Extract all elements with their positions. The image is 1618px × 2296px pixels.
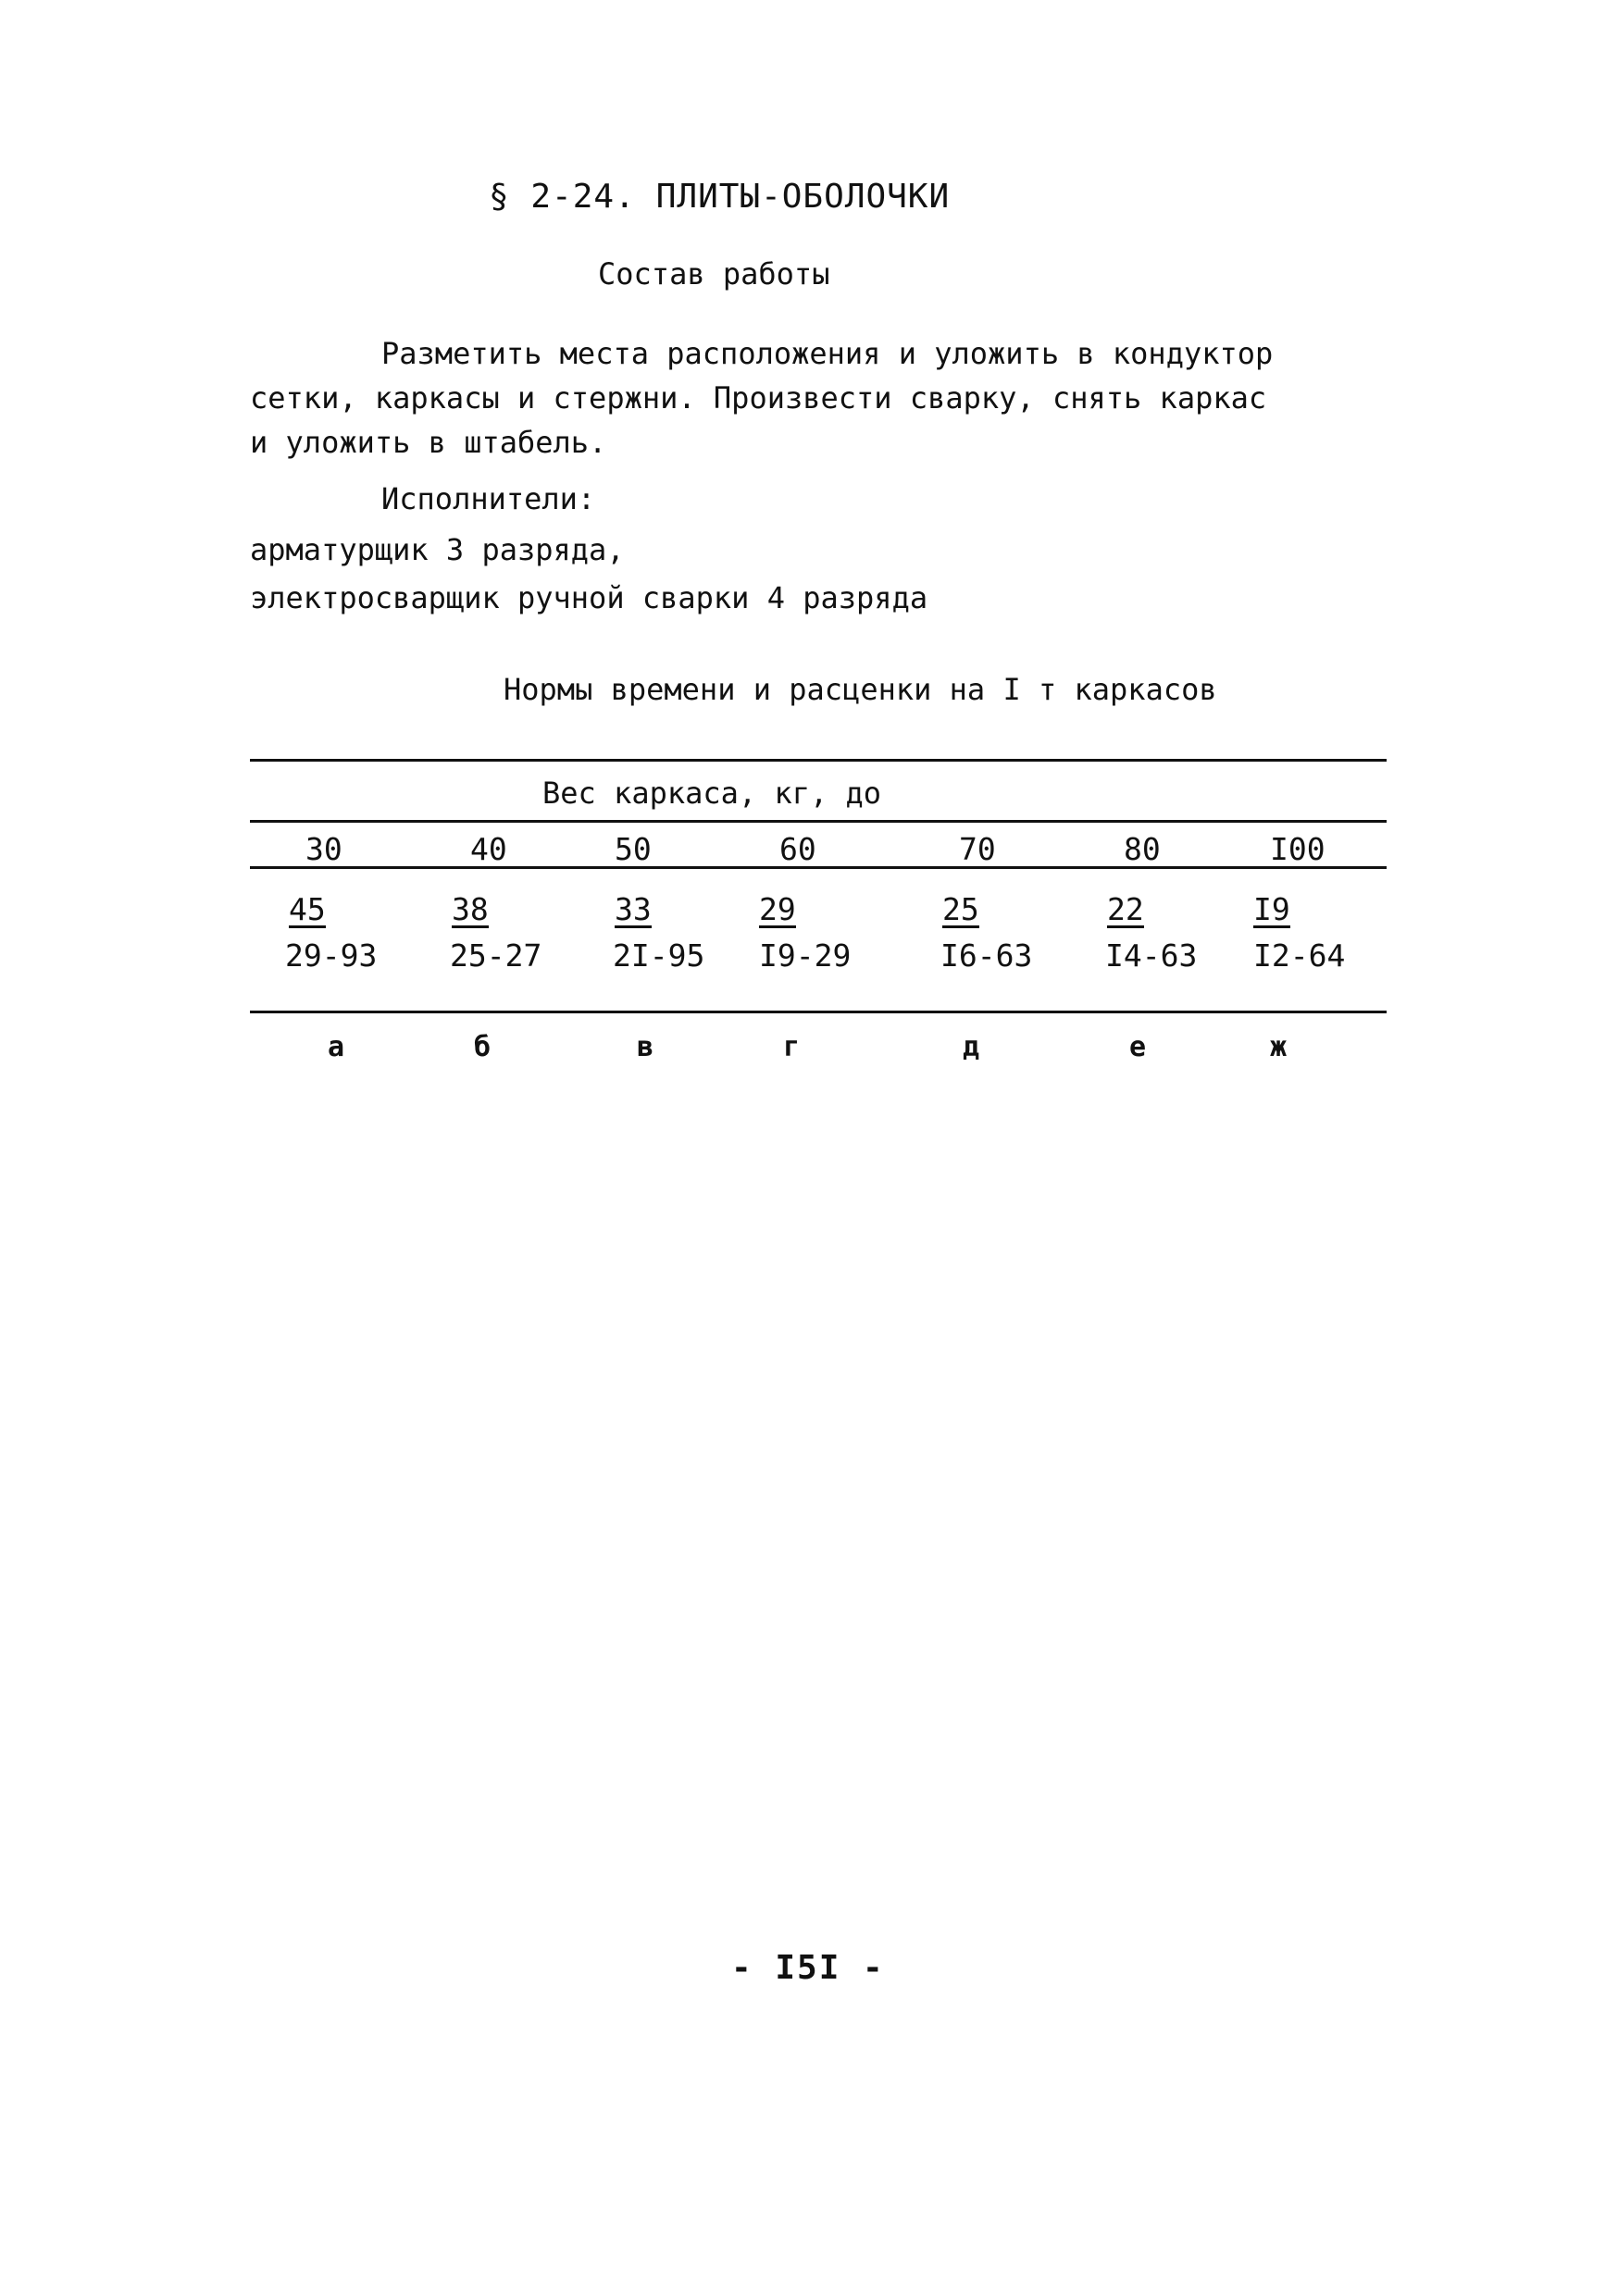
price-cell: I2-64 [1253, 937, 1346, 974]
work-composition-text [250, 331, 1398, 465]
column-letter: в [637, 1031, 654, 1063]
section-title [489, 178, 950, 216]
weights-bottom-rule [250, 866, 1387, 869]
executors-list [250, 526, 927, 622]
price-cell: 2I-95 [613, 937, 705, 974]
time-norm-cell: 33 [615, 891, 652, 927]
price-cell: 25-27 [450, 937, 542, 974]
time-norm-cell: 38 [452, 891, 489, 927]
section-name: ПЛИТЫ-ОБОЛОЧКИ [655, 178, 951, 216]
executor-item: электросварщик ручной сварки 4 разряда [250, 580, 928, 615]
time-norm-cell: 22 [1107, 891, 1144, 927]
time-norm-cell: I9 [1253, 891, 1290, 927]
time-norm-cell: 45 [289, 891, 326, 927]
weight-cell: 80 [1124, 831, 1161, 867]
data-bottom-rule [250, 1011, 1387, 1013]
price-cell: I6-63 [940, 937, 1033, 974]
weight-cell: 60 [779, 831, 816, 867]
column-letter: а [328, 1031, 345, 1063]
section-number: § 2-24. [489, 178, 636, 216]
column-group-header: Вес каркаса, кг, до [542, 776, 882, 811]
price-cell: 29-93 [285, 937, 378, 974]
table-caption: Нормы времени и расценки на I т каркасов [504, 672, 1217, 707]
header-bottom-rule [250, 820, 1387, 823]
weight-cell: 50 [615, 831, 652, 867]
executors-label: Исполнители: [381, 481, 596, 516]
price-cell: I9-29 [759, 937, 852, 974]
weight-cell: I00 [1270, 831, 1326, 867]
column-letter: г [783, 1031, 801, 1063]
price-cell: I4-63 [1105, 937, 1198, 974]
work-composition-heading: Состав работы [598, 256, 830, 292]
time-norm-cell: 25 [942, 891, 979, 927]
time-norm-cell: 29 [759, 891, 796, 927]
weight-cell: 30 [305, 831, 342, 867]
column-letter: д [963, 1031, 980, 1063]
paragraph-line: и уложить в штабель. [250, 425, 607, 460]
column-letter: б [474, 1031, 492, 1063]
page-number: - I5I - [731, 1949, 885, 1987]
paragraph-line: сетки, каркасы и стержни. Произвести сварку, снять каркас [250, 380, 1267, 416]
executor-item: арматурщик 3 разряда, [250, 532, 625, 567]
column-letter: ж [1270, 1031, 1288, 1063]
column-letter: е [1129, 1031, 1147, 1063]
paragraph-line: Разметить места расположения и уложить в кондуктор [381, 336, 1274, 371]
weight-cell: 40 [470, 831, 507, 867]
weight-cell: 70 [959, 831, 996, 867]
table-top-rule [250, 759, 1387, 762]
